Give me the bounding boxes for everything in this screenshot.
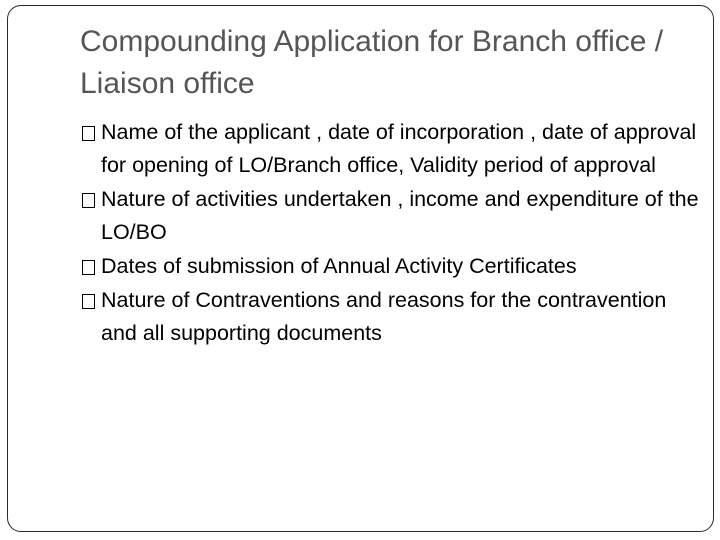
bullet-item	[82, 183, 702, 249]
bullet-list	[82, 116, 702, 351]
bullet-item	[82, 284, 702, 350]
bullet-text: Name of the applicant , date of incorporation , date of approval for opening of LO/Branch office, Validity period of approval	[101, 120, 697, 177]
bullet-text: Nature of activities undertaken , income and expenditure of the LO/BO	[101, 187, 699, 244]
bullet-item	[82, 250, 702, 283]
square-bullet-icon	[82, 294, 95, 309]
bullet-text: Dates of submission of Annual Activity Certificates	[101, 254, 577, 278]
bullet-item	[82, 116, 702, 182]
bullet-text: Nature of Contraventions and reasons for the contravention and all supporting documents	[101, 288, 667, 345]
square-bullet-icon	[82, 193, 95, 208]
square-bullet-icon	[82, 126, 95, 141]
square-bullet-icon	[82, 260, 95, 275]
slide-title: Compounding Application for Branch office / Liaison office	[80, 25, 664, 100]
